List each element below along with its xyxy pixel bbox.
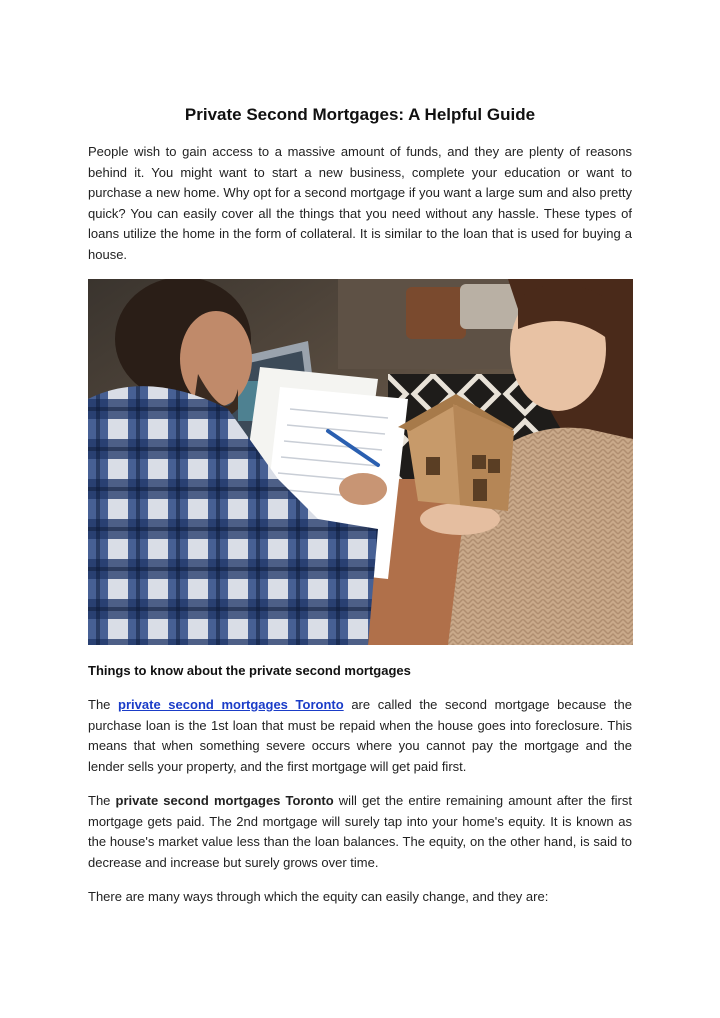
- paragraph-first-mortgage: [88, 695, 632, 777]
- para2-bold-term: private second mortgages Toronto: [115, 793, 334, 808]
- private-second-mortgages-toronto-link[interactable]: private second mortgages Toronto: [118, 697, 344, 712]
- para1-prefix: The: [88, 697, 111, 712]
- section-heading: Things to know about the private second mortgages: [88, 663, 411, 678]
- para2-suffix: will get the entire remaining amount after the first mortgage gets paid. The 2nd mortgage will surely tap into your home's equity. It is known as the house's market value less than the loan balances. The equity, on the other hand, is said to decrease and increase but surely grows over time.: [88, 793, 632, 870]
- couple-mortgage-photo: [88, 279, 633, 645]
- paragraph-equity-changes: There are many ways through which the equity can easily change, and they are:: [88, 889, 549, 904]
- page-title: Private Second Mortgages: A Helpful Guide: [184, 105, 536, 124]
- paragraph-equity: [88, 791, 632, 873]
- para2-prefix: The: [88, 793, 111, 808]
- photo-illustration: [88, 279, 633, 645]
- intro-paragraph: People wish to gain access to a massive amount of funds, and they are plenty of reasons behind it. You might want to start a new business, complete your education or want to purchase a new home. Why opt for a second mortgage if you want a large sum and also pretty quick? You can easily cover all the things that you need without any hassle. These types of loans utilize the home in the form of collateral. It is similar to the loan that is used for buying a house.: [88, 144, 632, 262]
- para1-suffix: are called the second mortgage because the purchase loan is the 1st loan that must be repaid when the house goes into foreclosure. This means that when something severe occurs where you cannot pay the mortgage and the lender sells your property, and the first mortgage will get paid first.: [88, 697, 632, 774]
